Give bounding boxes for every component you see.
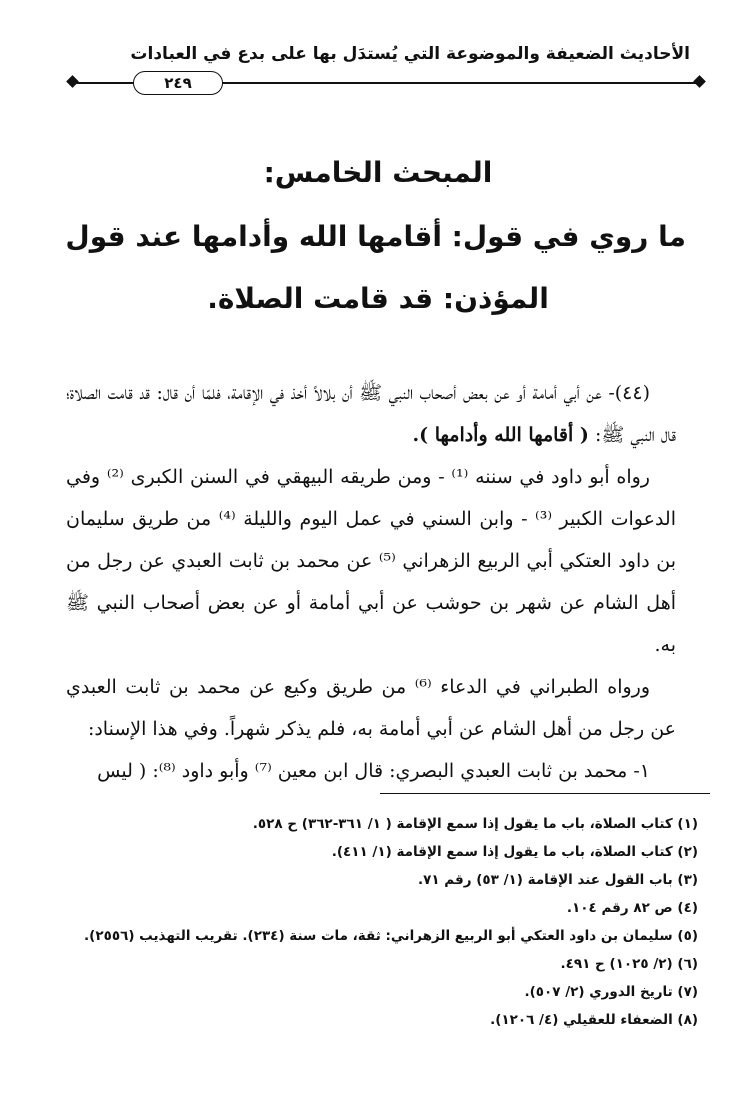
takhrij-paragraph-2: ورواه الطبراني في الدعاء ⁽⁶⁾ من طريق وكيع عن محمد بن ثابت العبدي عن رجل من أهل الشام عن أبي أمامة به، فلم يذكر شهراً. وفي هذا الإسناد: bbox=[66, 676, 676, 740]
takhrij-paragraph: رواه أبو داود في سننه ⁽¹⁾ - ومن طريقه البيهقي في السنن الكبرى ⁽²⁾ وفي الدعوات الكبير ⁽³⁾ - وابن السني في عمل اليوم والليلة ⁽⁴⁾ من طريق سليمان بن داود العتكي أبي الربيع الزهراني ⁽⁵⁾ عن محمد بن ثابت العبدي عن رجل من أهل الشام عن شهر بن حوشب عن أبي أمامة أو عن بعض أصحاب النبي ﷺ به. bbox=[66, 466, 677, 656]
section-title-line-1: ما روي في قول: أقامها الله وأدامها عند قول bbox=[65, 220, 686, 253]
body-text bbox=[66, 372, 676, 792]
running-header-title: الأحاديث الضعيفة والموضوعة التي يُستدَل بها على بدع في العبادات bbox=[130, 44, 690, 64]
footnote: (٤) ص ٨٢ رقم ١٠٤. bbox=[566, 900, 698, 916]
footnote: (٨) الضعفاء للعقيلي (٤/ ١٢٠٦). bbox=[490, 1012, 698, 1028]
footnote: (٦) (٢/ ١٠٢٥) ح ٤٩١. bbox=[560, 956, 698, 972]
diamond-ornament-icon bbox=[693, 75, 706, 88]
footnotes bbox=[38, 810, 698, 1034]
diamond-ornament-icon bbox=[66, 75, 79, 88]
section-heading: المبحث الخامس: bbox=[263, 156, 493, 189]
footnote-rule bbox=[380, 793, 710, 794]
footnote: (١) كتاب الصلاة، باب ما يقول إذا سمع الإقامة ( ١/ ٣٦١-٣٦٢) ح ٥٢٨. bbox=[252, 816, 698, 832]
hadith-text: (٤٤)- عن أبي أمامة أو عن بعض أصحاب النبي ﷺ أن بلالاً أخذ في الإقامة، فلمّا أن قال: قد قامت الصلاة؛ قال النبي ﷺ: bbox=[66, 382, 676, 446]
footnote: (٣) باب القول عند الإقامة (١/ ٥٣) رقم ٧١. bbox=[417, 872, 698, 888]
footnote: (٢) كتاب الصلاة، باب ما يقول إذا سمع الإقامة (١/ ٤١١). bbox=[331, 844, 698, 860]
hadith-quote: ( أقامها الله وأدامها ). bbox=[412, 424, 589, 446]
section-title-line-2: المؤذن: قد قامت الصلاة. bbox=[207, 282, 549, 315]
narrator-paragraph: ١- محمد بن ثابت العبدي البصري: قال ابن معين ⁽⁷⁾ وأبو داود ⁽⁸⁾: ( ليس bbox=[97, 760, 650, 782]
hadith-paragraph bbox=[66, 372, 676, 456]
footnote: (٥) سليمان بن داود العتكي أبو الربيع الزهراني: ثقة، مات سنة (٢٣٤). تقريب التهذيب (٢٥٥٦). bbox=[84, 928, 698, 944]
page-number: ٢٤٩ bbox=[133, 71, 223, 95]
footnote: (٧) تاريخ الدوري (٢/ ٥٠٧). bbox=[524, 984, 698, 1000]
